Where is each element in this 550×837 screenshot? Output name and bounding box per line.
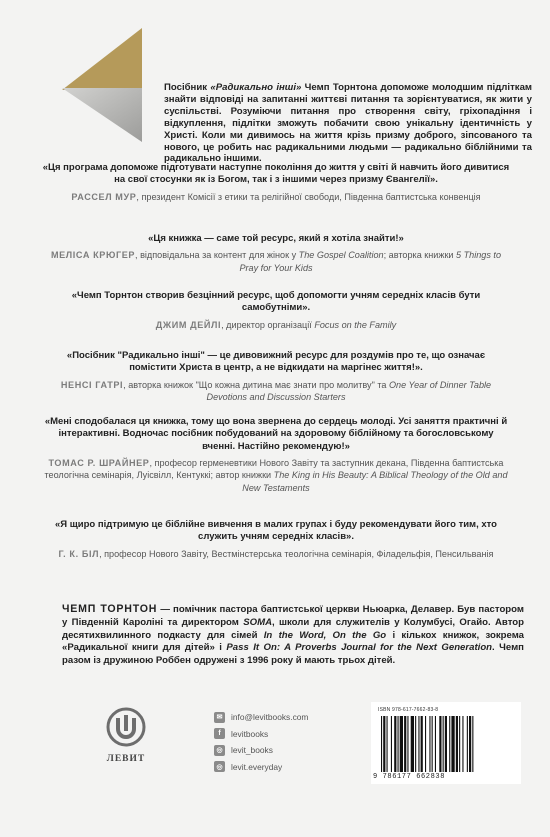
- contact-instagram-2-text: levit.everyday: [231, 761, 283, 772]
- barcode-bar: [439, 716, 441, 772]
- intro-book-title: «Радикально інші»: [210, 82, 302, 93]
- contact-instagram: [214, 742, 308, 759]
- quote-author-role: , директор організації: [221, 319, 315, 330]
- quote-attribution: [42, 249, 510, 273]
- quote-book-title: One Year of Dinner Table Devotions and Discussion Starters: [206, 379, 492, 403]
- quote-organization: Focus on the Family: [314, 319, 397, 330]
- publisher-logo-icon: [106, 707, 146, 747]
- quote-text: «Ця книжка — саме той ресурс, який я хотіла знайти!»: [148, 233, 404, 244]
- bio-text: — помічник пастора баптистської церкви Ньюарка, Делавер. Був пастором у Південній Кароліні та директором: [62, 604, 524, 628]
- barcode-bar: [469, 716, 471, 772]
- quote-attribution: [42, 548, 510, 560]
- barcode-bar: [451, 716, 454, 772]
- bio-text: , школи для служителів у Колумбусі, Огайо. Автор десятихвилинного подкасту для сімей: [62, 616, 524, 641]
- barcode-bar: [407, 716, 408, 772]
- contact-email-text: info@levitbooks.com: [231, 712, 309, 723]
- barcode-bar: [432, 716, 433, 772]
- barcode-bar: [435, 716, 436, 772]
- instagram-icon: ◎: [214, 745, 225, 756]
- contact-list: [214, 709, 308, 775]
- intro-paragraph: [164, 82, 532, 165]
- quote-author: ТОМАС Р. ШРАЙНЕР: [48, 458, 150, 469]
- barcode-bar: [456, 716, 458, 772]
- barcode-bar: [404, 716, 406, 772]
- barcode-bar: [418, 716, 419, 772]
- quote-author: ДЖИМ ДЕЙЛІ: [155, 319, 222, 330]
- barcode-bar: [443, 716, 444, 772]
- quote-author-role: , відповідальна за контент для жінок у: [135, 250, 299, 261]
- email-icon: ✉: [214, 712, 225, 723]
- barcode-bar: [391, 716, 392, 772]
- quote-attribution: [42, 319, 510, 331]
- quote-text: «Мені сподобалася ця книжка, тому що вона звернена до сердець молоді. Усі заняття практичні й інтерактивні. Водночас посібник побудований на здоровому біблійному та богословському вченні. Настійно рекомендую!»: [44, 416, 508, 452]
- contact-facebook-text: levitbooks: [231, 728, 269, 739]
- quote-block: [42, 350, 510, 403]
- quote-author: НЕНСІ ГАТРІ: [60, 379, 124, 390]
- quote-author: РАССЕЛ МУР: [71, 191, 137, 202]
- barcode-bar: [467, 716, 468, 772]
- barcode-bar: [459, 716, 460, 772]
- barcode-bar: [394, 716, 396, 772]
- contact-instagram-text: levit_books: [231, 745, 273, 756]
- barcode-digits: 9 786177 662838: [373, 773, 446, 781]
- quote-text: «Посібник "Радикально інші" — це дивовижний ресурс для роздумів про те, що означає помістити Христа в центр, а не відкидати на маргінес життя!».: [66, 350, 486, 374]
- publisher-name: ЛЕВИТ: [106, 754, 146, 764]
- quote-text: «Ця програма допоможе підготувати наступне покоління до життя у світі й навчить його дивитися на свої стосунки як із Богом, так і з іншими через призму Євангелії».: [42, 162, 510, 186]
- bio-italic-book: Pass It On: A Proverbs Journal for the Next Generation: [226, 642, 493, 654]
- quote-author-role: , професор герменевтики Нового Завіту та заступник декана, Південна баптистська теологічна семінарія, Луісвілл, Кентуккі; автор книжки: [44, 458, 504, 481]
- author-bio: [62, 603, 524, 668]
- barcode-bar: [381, 716, 382, 772]
- barcode-bar: [387, 716, 388, 772]
- barcode-bar: [398, 716, 399, 772]
- quote-author: Г. К. БІЛ: [58, 548, 100, 559]
- isbn-text: ISBN 978-617-7662-83-8: [378, 707, 439, 713]
- barcode-bar: [383, 716, 385, 772]
- barcode-bar: [429, 716, 430, 772]
- quote-author-role: , професор Нового Завіту, Вестмінстерська теологічна семінарія, Філадельфія, Пенсильванія: [99, 548, 494, 559]
- bio-text: і кількох книжок, зокрема «Радикальної книги для дітей» і: [62, 629, 525, 654]
- quote-block: [42, 162, 510, 203]
- quote-block: [42, 416, 510, 494]
- contact-facebook: [214, 726, 308, 743]
- barcode-bar: [445, 716, 447, 772]
- barcode-bar: [400, 716, 403, 772]
- facebook-icon: f: [214, 728, 225, 739]
- quote-block: [42, 233, 510, 274]
- author-name: ЧЕМП ТОРНТОН: [62, 603, 158, 615]
- barcode-bar: [462, 716, 463, 772]
- publisher-logo: [100, 707, 152, 764]
- quote-block: [42, 290, 510, 331]
- quote-author-role: , авторка книжок "Що кожна дитина має знати про молитву" та: [123, 379, 389, 390]
- barcode-bar: [415, 716, 416, 772]
- isbn-barcode: [371, 702, 521, 784]
- quote-text: «Я щиро підтримую це біблійне вивчення в малих групах і буду рекомендувати його тим, хто служить учням середніх класів».: [55, 519, 497, 543]
- quote-attribution: [42, 191, 510, 203]
- barcode-bar: [472, 716, 473, 772]
- quote-book-title: The King in His Beauty: A Biblical Theology of the Old and New Testaments: [242, 470, 508, 493]
- quote-author-role: , президент Комісії з етики та релігійної свободи, Південна баптистська конвенція: [136, 191, 481, 202]
- quote-author: МЕЛІСА КРЮГЕР: [50, 250, 136, 261]
- barcode-bar: [425, 716, 426, 772]
- bio-text: . Чемп разом із дружиною Роббен одружені з 1996 року й мають трьох дітей.: [62, 642, 524, 667]
- barcode-bar: [411, 716, 414, 772]
- quote-block: [42, 519, 510, 560]
- barcode-bars: [371, 702, 521, 774]
- bio-italic-podcast: In the Word, On the Go: [263, 629, 387, 641]
- gold-triangle-decoration: [62, 28, 142, 90]
- barcode-bar: [449, 716, 450, 772]
- contact-email: [214, 709, 308, 726]
- silver-triangle-decoration: [62, 88, 142, 142]
- contact-instagram-2: [214, 759, 308, 776]
- intro-text-start: Посібник: [164, 82, 211, 93]
- quote-author-role-tail: ; авторка книжки: [383, 250, 457, 261]
- quote-text: «Чемп Торнтон створив безцінний ресурс, щоб допомогти учням середніх класів бути самобутніми».: [71, 290, 481, 314]
- quote-attribution: [42, 457, 510, 494]
- instagram-icon: ◎: [214, 761, 225, 772]
- bio-italic-school: SOMA: [243, 616, 272, 628]
- intro-text-rest: Чемп Торнтона допоможе молодшим підліткам знайти відповіді на запитанні життєві питання та зорієнтуватися, як жити у суспільстві. Розуміючи питання про створення світу, гріхопадіння і відкуплення, підлітки зможуть побачити свою унікальну ідентичність у Христі. Коли ми дивимось на життя крізь призму доброго, зіпсованого та нового, це робить нас радикальними людьми — радикально біблійними та радикально іншими.: [164, 82, 533, 165]
- quote-attribution: [42, 379, 510, 403]
- quote-organization: The Gospel Coalition: [298, 250, 384, 261]
- barcode-bar: [421, 716, 423, 772]
- quote-book-title: 5 Things to Pray for Your Kids: [239, 250, 502, 273]
